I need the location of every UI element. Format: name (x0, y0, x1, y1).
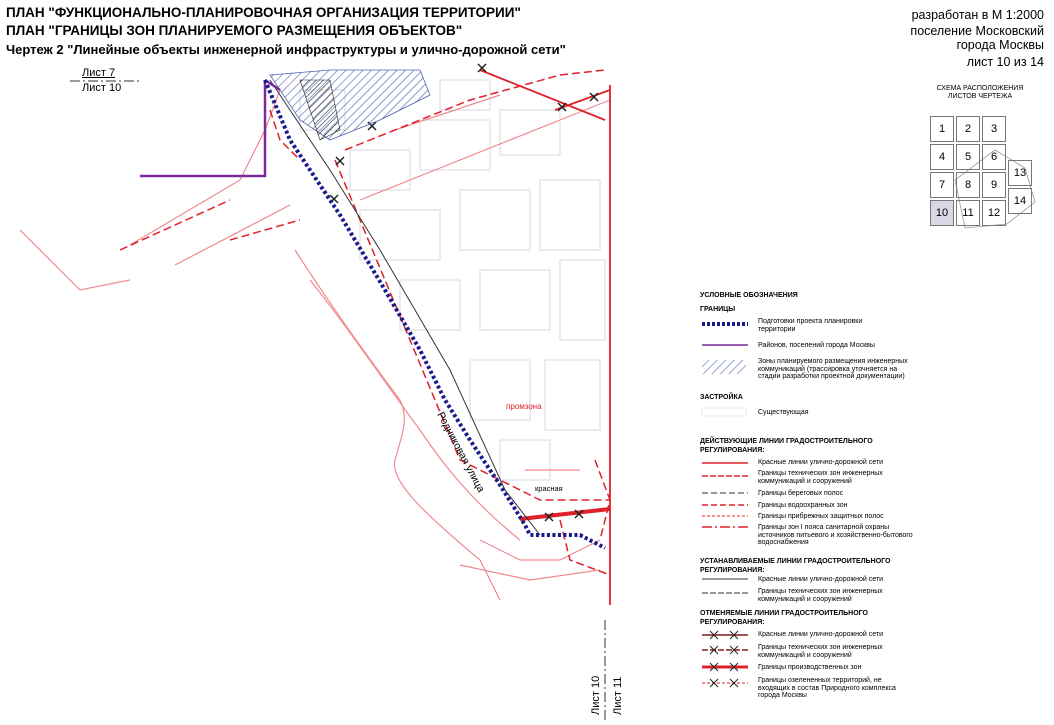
sheet-label-upper: Лист 7 (82, 67, 116, 79)
schema-cell-current: 10 (930, 200, 954, 226)
schema-cell: 4 (930, 144, 954, 170)
scale-text: разработан в М 1:2000 (911, 8, 1044, 22)
pink-lines (20, 90, 610, 600)
legend-cancel-header: ОТМЕНЯЕМЫЕ ЛИНИИ ГРАДОСТРОИТЕЛЬНОГО РЕГУЛИРОВАНИЯ: (700, 610, 868, 626)
legend-new-header: УСТАНАВЛИВАЕМЫЕ ЛИНИИ ГРАДОСТРОИТЕЛЬНОГО РЕГУЛИРОВАНИЯ: (700, 558, 891, 574)
legend-active-header: ДЕЙСТВУЮЩИЕ ЛИНИИ ГРАДОСТРОИТЕЛЬНОГО РЕГУЛИРОВАНИЯ: (700, 438, 873, 454)
schema-cell: 14 (1008, 188, 1032, 214)
legend-b1: Подготовки проекта планировки территории (758, 318, 863, 333)
schema-cell: 3 (982, 116, 1006, 142)
schema-cell: 13 (1008, 160, 1032, 186)
schema-cell: 11 (956, 200, 980, 226)
legend-c3: Границы производственных зон (758, 664, 862, 671)
sheet-label-lower: Лист 10 (82, 82, 122, 94)
schema-cell: 12 (982, 200, 1006, 226)
sheet-label-bottom-left: Лист 10 (590, 675, 602, 715)
legend-a3: Границы береговых полос (758, 490, 844, 497)
schema-cell: 8 (956, 172, 980, 198)
legend-n2: Границы технических зон инженерных коммуникаций и сооружений (758, 588, 883, 603)
schema-cell: 9 (982, 172, 1006, 198)
existing-buildings (300, 80, 605, 480)
legend-a6: Границы зон I пояса санитарной охраны источников питьевого и хозяйственно-бытового водоснабжения (758, 524, 913, 546)
planned-utility-zone (270, 70, 430, 140)
promzona-label: промзона (506, 402, 542, 411)
legend-title: УСЛОВНЫЕ ОБОЗНАЧЕНИЯ (700, 292, 798, 299)
legend-c4: Границы озелененных территорий, не входящих в состав Природного комплекса города Москвы (758, 677, 896, 699)
legend-a1: Красные линии улично-дорожной сети (758, 459, 884, 466)
title-functional-plan: ПЛАН "ФУНКЦИОНАЛЬНО-ПЛАНИРОВОЧНАЯ ОРГАНИЗАЦИЯ ТЕРРИТОРИИ" (6, 5, 521, 20)
schema-cell: 2 (956, 116, 980, 142)
cancelled-red-line (520, 509, 610, 519)
legend-b3: Зоны планируемого размещения инженерных коммуникаций (трассировка уточняется на стадии разработки проектной документации) (758, 358, 908, 380)
title-zones-plan: ПЛАН "ГРАНИЦЫ ЗОН ПЛАНИРУЕМОГО РАЗМЕЩЕНИЯ ОБЪЕКТОВ" (6, 23, 463, 38)
schema-cell: 1 (930, 116, 954, 142)
project-boundary (265, 80, 605, 548)
schema-title: СХЕМА РАСПОЛОЖЕНИЯ ЛИСТОВ ЧЕРТЕЖА (936, 85, 1024, 100)
legend-n1: Красные линии улично-дорожной сети (758, 576, 884, 583)
legend-boundaries-header: ГРАНИЦЫ (700, 306, 736, 313)
schema-cell: 5 (956, 144, 980, 170)
city-text: города Москвы (956, 38, 1044, 52)
street-label: Родниковая улица (434, 410, 487, 495)
schema-cell: 6 (982, 144, 1006, 170)
sheet-label-bottom-right: Лист 11 (612, 676, 624, 715)
legend-existing: Существующая (758, 409, 809, 416)
legend-a4: Границы водоохранных зон (758, 502, 848, 509)
sheet-number-text: лист 10 из 14 (966, 55, 1044, 69)
legend-a2: Границы технических зон инженерных коммуникаций и сооружений (758, 470, 883, 485)
title-drawing: Чертеж 2 "Линейные объекты инженерной инфраструктуры и улично-дорожной сети" (6, 42, 566, 57)
legend-a5: Границы прибрежных защитных полос (758, 513, 884, 520)
legend-c1: Красные линии улично-дорожной сети (758, 631, 884, 638)
legend-c2: Границы технических зон инженерных коммуникаций и сооружений (758, 644, 883, 659)
legend-b2: Районов, поселений города Москвы (758, 342, 875, 349)
red-dashed-boundaries (120, 70, 610, 575)
schema-cell: 7 (930, 172, 954, 198)
district-boundary (140, 80, 280, 176)
settlement-text: поселение Московский (910, 24, 1044, 38)
legend-building-header: ЗАСТРОЙКА (700, 394, 743, 401)
krasnaya-label: красная (535, 484, 563, 493)
